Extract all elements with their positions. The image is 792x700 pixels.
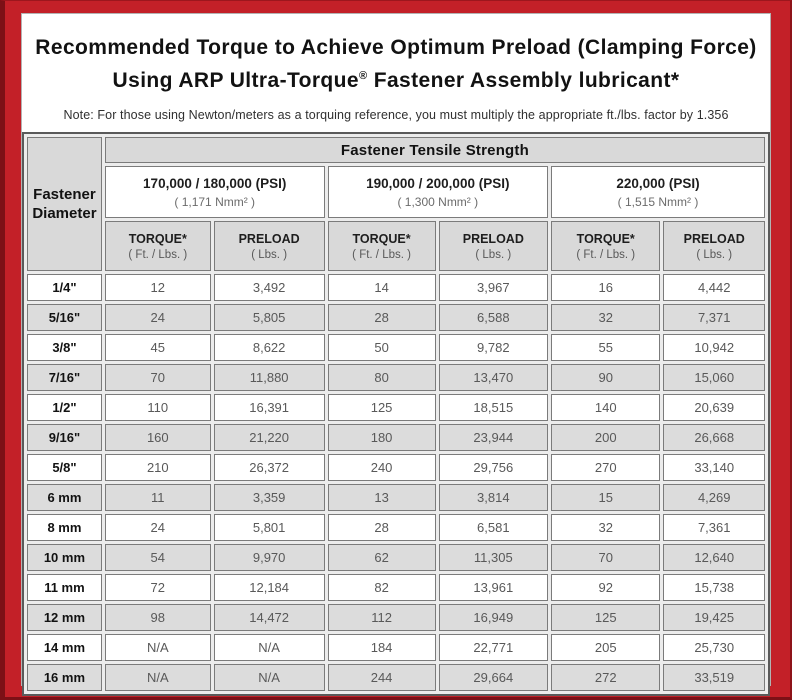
nmm-value: ( 1,300 Nmm² ): [397, 194, 479, 209]
title-line2: Using ARP Ultra-Torque: [112, 68, 359, 92]
preload-label: PRELOAD: [462, 231, 524, 246]
table-row: [27, 394, 765, 421]
note-text: Note: For those using Newton/meters as a torquing reference, you must multiply the appropriate ft./lbs. factor by 1.356: [63, 108, 729, 123]
preload-value-cell: 18,515: [439, 394, 548, 421]
torque-label: TORQUE*: [352, 231, 411, 246]
torque-value-cell: 24: [105, 304, 211, 331]
preload-value-cell: 7,361: [663, 514, 765, 541]
torque-value-cell: 13: [328, 484, 436, 511]
torque-value-cell: 110: [105, 394, 211, 421]
diameter-cell: 12 mm: [27, 604, 102, 631]
preload-value-cell: 29,756: [439, 454, 548, 481]
table-row: [27, 604, 765, 631]
table-row: [27, 454, 765, 481]
diameter-cell: 8 mm: [27, 514, 102, 541]
torque-value-cell: 54: [105, 544, 211, 571]
table-body: [27, 274, 765, 691]
torque-value-cell: 70: [105, 364, 211, 391]
torque-column-header: [328, 221, 436, 271]
preload-value-cell: 8,622: [214, 334, 325, 361]
torque-value-cell: 244: [328, 664, 436, 691]
psi-group-170-180: [105, 166, 325, 218]
psi-value: 220,000 (PSI): [616, 175, 700, 191]
preload-value-cell: 3,967: [439, 274, 548, 301]
table-row: [27, 274, 765, 301]
diameter-cell: 6 mm: [27, 484, 102, 511]
torque-value-cell: 24: [105, 514, 211, 541]
torque-table: [22, 132, 770, 696]
torque-value-cell: 240: [328, 454, 436, 481]
preload-value-cell: 20,639: [663, 394, 765, 421]
preload-unit: ( Lbs. ): [251, 248, 288, 261]
table-row: [27, 334, 765, 361]
preload-column-header: [439, 221, 548, 271]
preload-value-cell: 26,668: [663, 424, 765, 451]
preload-unit: ( Lbs. ): [696, 248, 733, 261]
torque-label: TORQUE*: [576, 231, 635, 246]
preload-value-cell: N/A: [214, 634, 325, 661]
torque-value-cell: 45: [105, 334, 211, 361]
preload-value-cell: 15,060: [663, 364, 765, 391]
preload-value-cell: 9,782: [439, 334, 548, 361]
torque-value-cell: 210: [105, 454, 211, 481]
torque-label: TORQUE*: [128, 231, 187, 246]
preload-value-cell: 5,805: [214, 304, 325, 331]
preload-value-cell: 23,944: [439, 424, 548, 451]
preload-value-cell: 4,269: [663, 484, 765, 511]
torque-value-cell: 55: [551, 334, 660, 361]
torque-value-cell: 92: [551, 574, 660, 601]
preload-label: PRELOAD: [683, 231, 745, 246]
torque-value-cell: 90: [551, 364, 660, 391]
diameter-cell: 9/16": [27, 424, 102, 451]
torque-unit: ( Ft. / Lbs. ): [128, 248, 188, 261]
diameter-cell: 1/4": [27, 274, 102, 301]
table-row: [27, 664, 765, 691]
torque-value-cell: N/A: [105, 664, 211, 691]
title-block: [22, 14, 770, 132]
preload-value-cell: 10,942: [663, 334, 765, 361]
diameter-cell: 5/8": [27, 454, 102, 481]
torque-value-cell: 200: [551, 424, 660, 451]
diameter-cell: 16 mm: [27, 664, 102, 691]
torque-column-header: [105, 221, 211, 271]
registered-trademark-symbol: ®: [358, 69, 368, 82]
preload-value-cell: 3,359: [214, 484, 325, 511]
torque-unit: ( Ft. / Lbs. ): [576, 248, 636, 261]
tensile-header-row: [27, 137, 765, 163]
table-row: [27, 484, 765, 511]
table-row: [27, 574, 765, 601]
preload-value-cell: 33,140: [663, 454, 765, 481]
torque-value-cell: 15: [551, 484, 660, 511]
torque-value-cell: 62: [328, 544, 436, 571]
preload-value-cell: 7,371: [663, 304, 765, 331]
torque-value-cell: 160: [105, 424, 211, 451]
table-row: [27, 514, 765, 541]
table-row: [27, 364, 765, 391]
diameter-cell: 10 mm: [27, 544, 102, 571]
torque-value-cell: 12: [105, 274, 211, 301]
preload-value-cell: 13,961: [439, 574, 548, 601]
torque-value-cell: 125: [551, 604, 660, 631]
preload-value-cell: 4,442: [663, 274, 765, 301]
diameter-cell: 14 mm: [27, 634, 102, 661]
psi-header-row: [27, 166, 765, 218]
preload-value-cell: 12,184: [214, 574, 325, 601]
content-card: [21, 13, 771, 686]
preload-value-cell: 21,220: [214, 424, 325, 451]
preload-column-header: [214, 221, 325, 271]
torque-value-cell: 50: [328, 334, 436, 361]
nmm-value: ( 1,515 Nmm² ): [617, 194, 699, 209]
torque-value-cell: N/A: [105, 634, 211, 661]
preload-label: PRELOAD: [238, 231, 300, 246]
preload-unit: ( Lbs. ): [475, 248, 512, 261]
torque-value-cell: 28: [328, 304, 436, 331]
title-line1: Recommended Torque to Achieve Optimum Preload (Clamping Force): [35, 36, 757, 59]
torque-value-cell: 70: [551, 544, 660, 571]
corner-label-line2: Diameter: [32, 205, 97, 223]
torque-value-cell: 272: [551, 664, 660, 691]
tensile-strength-header: Fastener Tensile Strength: [105, 137, 765, 163]
psi-value: 190,000 / 200,000 (PSI): [366, 175, 510, 191]
preload-value-cell: 29,664: [439, 664, 548, 691]
torque-preload-header-row: [27, 221, 765, 271]
torque-value-cell: 184: [328, 634, 436, 661]
preload-value-cell: 3,814: [439, 484, 548, 511]
preload-column-header: [663, 221, 765, 271]
corner-header-fastener-diameter: [27, 137, 102, 271]
torque-value-cell: 140: [551, 394, 660, 421]
title-line2-suffix: Fastener Assembly lubricant*: [367, 68, 680, 92]
diameter-cell: 11 mm: [27, 574, 102, 601]
preload-value-cell: 26,372: [214, 454, 325, 481]
torque-value-cell: 98: [105, 604, 211, 631]
preload-value-cell: 3,492: [214, 274, 325, 301]
torque-column-header: [551, 221, 660, 271]
preload-value-cell: 16,949: [439, 604, 548, 631]
psi-group-220: [551, 166, 765, 218]
torque-value-cell: 270: [551, 454, 660, 481]
table-row: [27, 544, 765, 571]
preload-value-cell: 22,771: [439, 634, 548, 661]
preload-value-cell: 6,588: [439, 304, 548, 331]
torque-value-cell: 11: [105, 484, 211, 511]
corner-label-line1: Fastener: [33, 185, 96, 203]
preload-value-cell: 9,970: [214, 544, 325, 571]
preload-value-cell: 12,640: [663, 544, 765, 571]
preload-value-cell: 25,730: [663, 634, 765, 661]
torque-value-cell: 180: [328, 424, 436, 451]
table-row: [27, 634, 765, 661]
torque-value-cell: 28: [328, 514, 436, 541]
preload-value-cell: 15,738: [663, 574, 765, 601]
table-row: [27, 304, 765, 331]
preload-value-cell: 11,880: [214, 364, 325, 391]
torque-value-cell: 82: [328, 574, 436, 601]
diameter-cell: 1/2": [27, 394, 102, 421]
page-title: [28, 32, 764, 97]
torque-value-cell: 16: [551, 274, 660, 301]
preload-value-cell: 13,470: [439, 364, 548, 391]
torque-value-cell: 32: [551, 514, 660, 541]
diameter-cell: 7/16": [27, 364, 102, 391]
psi-group-190-200: [328, 166, 548, 218]
torque-value-cell: 32: [551, 304, 660, 331]
torque-value-cell: 80: [328, 364, 436, 391]
diameter-cell: 3/8": [27, 334, 102, 361]
preload-value-cell: 19,425: [663, 604, 765, 631]
preload-value-cell: N/A: [214, 664, 325, 691]
preload-value-cell: 6,581: [439, 514, 548, 541]
torque-value-cell: 112: [328, 604, 436, 631]
torque-unit: ( Ft. / Lbs. ): [352, 248, 411, 261]
nmm-value: ( 1,171 Nmm² ): [174, 194, 256, 209]
preload-value-cell: 33,519: [663, 664, 765, 691]
diameter-cell: 5/16": [27, 304, 102, 331]
torque-value-cell: 14: [328, 274, 436, 301]
preload-value-cell: 11,305: [439, 544, 548, 571]
psi-value: 170,000 / 180,000 (PSI): [143, 175, 287, 191]
table-row: [27, 424, 765, 451]
torque-value-cell: 72: [105, 574, 211, 601]
torque-value-cell: 205: [551, 634, 660, 661]
torque-value-cell: 125: [328, 394, 436, 421]
preload-value-cell: 16,391: [214, 394, 325, 421]
preload-value-cell: 5,801: [214, 514, 325, 541]
preload-value-cell: 14,472: [214, 604, 325, 631]
